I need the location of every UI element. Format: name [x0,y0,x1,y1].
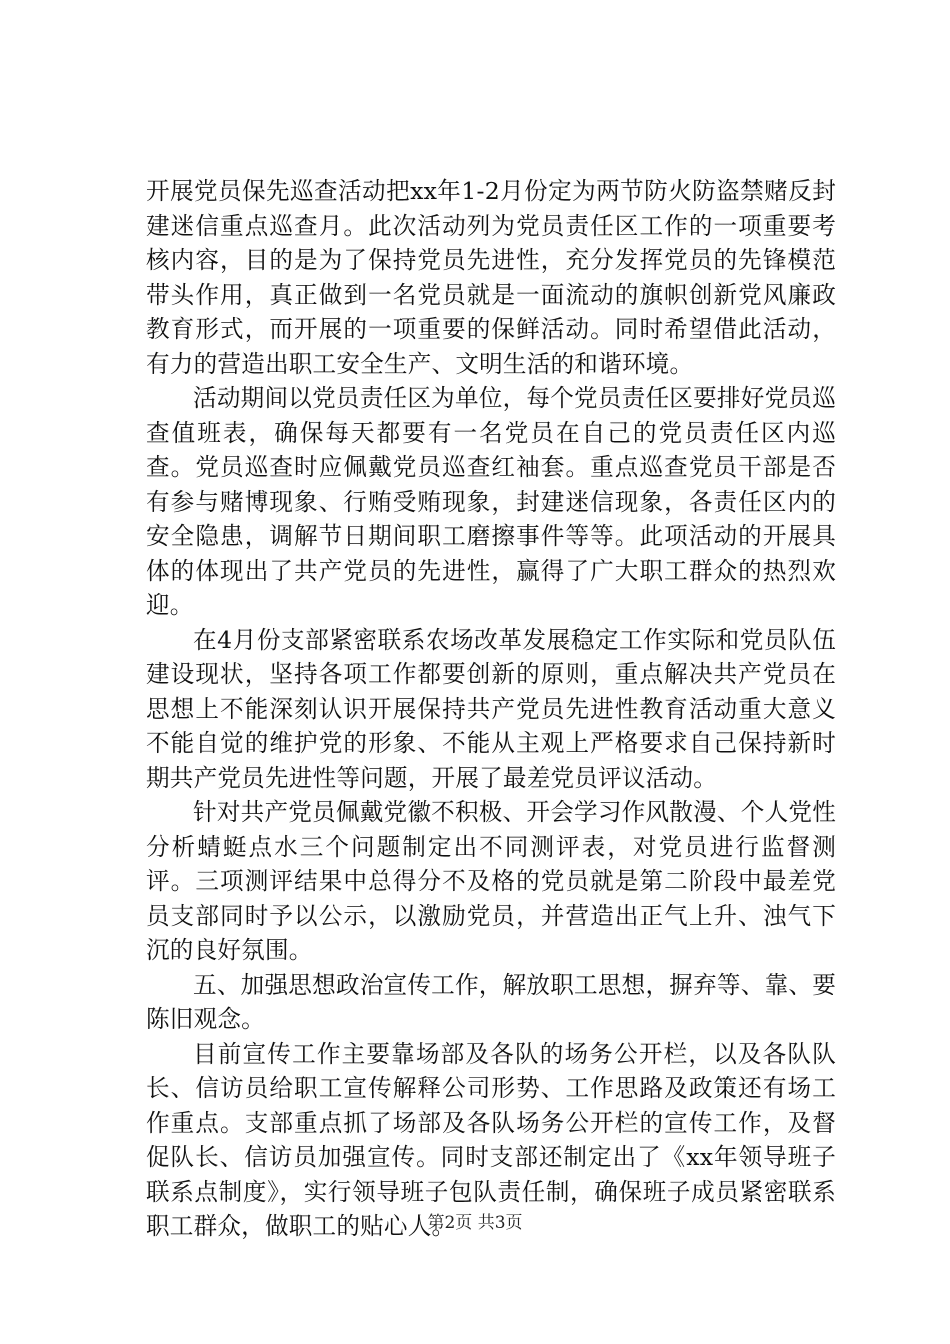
page-footer: 第2页 共3页 [427,1213,523,1233]
paragraph-5: 五、加强思想政治宣传工作，解放职工思想，摒弃等、靠、要陈旧观念。 [146,970,836,1033]
paragraph-4: 针对共产党员佩戴党徽不积极、开会学习作风散漫、个人党性分析蜻蜓点水三个问题制定出不同测评表，对党员进行监督测评。三项测评结果中总得分不及格的党员就是第二阶段中最差党员支部同时予以公示，以激励党员，并营造出正气上升、浊气下沉的良好氛围。 [146,798,836,964]
paragraph-2: 活动期间以党员责任区为单位，每个党员责任区要排好党员巡查值班表，确保每天都要有一名党员在自己的党员责任区内巡查。党员巡查时应佩戴党员巡查红袖套。重点巡查党员干部是否有参与赌博现象、行贿受贿现象，封建迷信现象，各责任区内的安全隐患，调解节日期间职工磨擦事件等等。此项活动的开展具体的体现出了共产党员的先进性，赢得了广大职工群众的热烈欢迎。 [146,384,836,619]
paragraph-6: 目前宣传工作主要靠场部及各队的场务公开栏，以及各队队长、信访员给职工宣传解释公司形势、工作思路及政策还有场工作重点。支部重点抓了场部及各队场务公开栏的宣传工作，及督促队长、信访员加强宣传。同时支部还制定出了《xx年领导班子联系点制度》，实行领导班子包队责任制，确保班子成员紧密联系职工群众，做职工的贴心人。 [146,1039,836,1240]
document-body [146,174,836,1244]
paragraph-3: 在4月份支部紧密联系农场改革发展稳定工作实际和党员队伍建设现状，坚持各项工作都要创新的原则，重点解决共产党员在思想上不能深刻认识开展保持共产党员先进性教育活动重大意义不能自觉的维护党的形象、不能从主观上严格要求自己保持新时期共产党员先进性等问题，开展了最差党员评议活动。 [146,625,836,792]
paragraph-1: 开展党员保先巡查活动把xx年1-2月份定为两节防火防盗禁赌反封建迷信重点巡查月。此次活动列为党员责任区工作的一项重要考核内容，目的是为了保持党员先进性，充分发挥党员的先锋模范带头作用，真正做到一名党员就是一面流动的旗帜创新党风廉政教育形式，而开展的一项重要的保鲜活动。同时希望借此活动，有力的营造出职工安全生产、文明生活的和谐环境。 [146,177,836,378]
